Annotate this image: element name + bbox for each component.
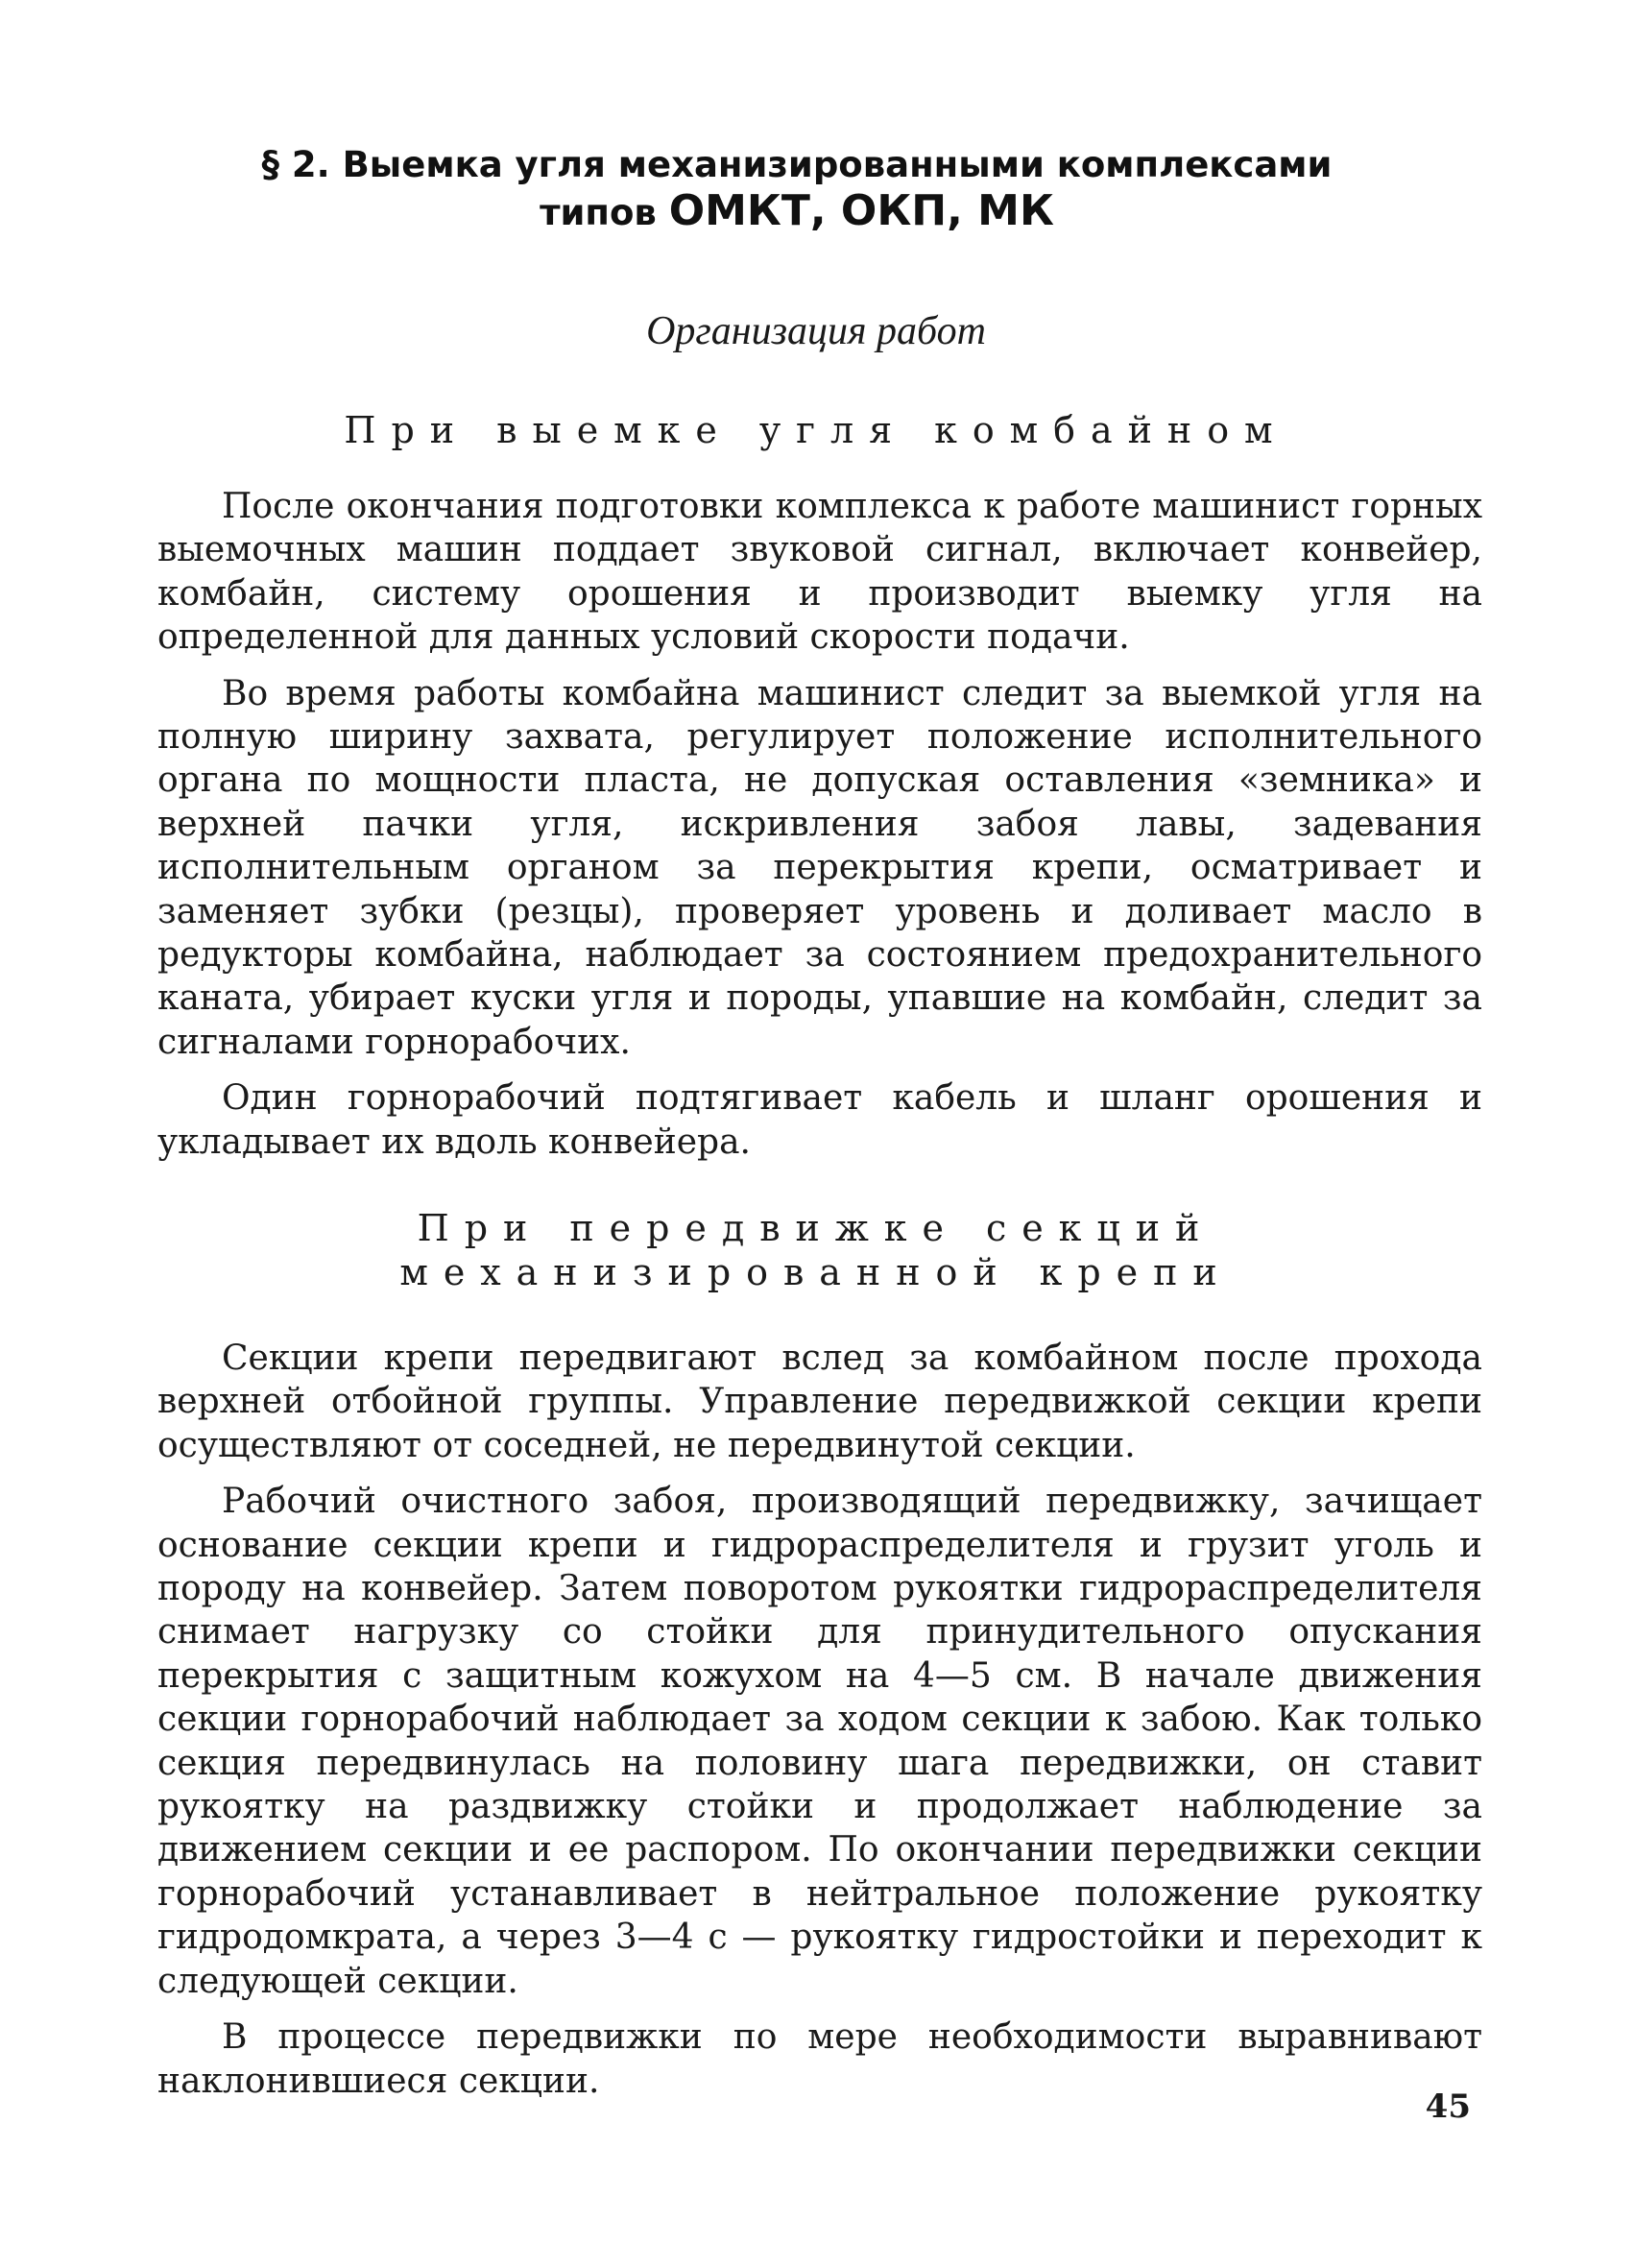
section-title-types: ОМКТ, ОКП, МК (668, 186, 1054, 235)
paragraph: После окончания подготовки комплекса к работе машинист горных выемочных машин поддает звуковой сигнал, включает конвейер, комбайн, систему орошения и производит выемку угля на определенной для данных условий скорости подачи. (157, 487, 1482, 658)
section-title (230, 142, 1363, 236)
heading-section-advance (154, 1206, 1478, 1294)
heading-section-advance-line2: механизированной крепи (399, 1251, 1233, 1293)
section-title-line2 (230, 188, 1363, 236)
heading-coal-extraction: При выемке угля комбайном (344, 409, 1288, 451)
part1-text (157, 485, 1482, 1164)
paragraph: В процессе передвижки по мере необходимости выравнивают наклонившиеся секции. (157, 2017, 1482, 2101)
paragraph: Секции крепи передвигают вслед за комбайном после прохода верхней отбойной группы. Управление передвижкой секции крепи осуществляют от соседней, не передвинутой секции. (157, 1339, 1482, 1465)
part2-text (157, 1337, 1482, 2103)
section-title-prefix: типов (540, 192, 657, 233)
paragraph: Один горнорабочий подтягивает кабель и шланг орошения и укладывает их вдоль конвейера. (157, 1078, 1482, 1162)
heading-section-advance-line1: При передвижке секций (417, 1207, 1215, 1249)
page-number: 45 (1425, 2087, 1471, 2126)
paragraph: Рабочий очистного забоя, производящий передвижку, зачищает основание секции крепи и гидрораспределителя и грузит уголь и породу на конвейер. Затем поворотом рукоятки гидрораспределителя снимает нагрузку со стойки для принудительного опускания перекрытия с защитным кожухом на 4—5 см. В начале движения секции горнорабочий наблюдает за ходом секции к забою. Как только секция передвинулась на половину шага передвижки, он ставит рукоятку на раздвижку стойки и продолжает наблюдение за движением секции и ее распором. По окончании передвижки секции горнорабочий устанавливает в нейтральное положение рукоятку гидродомкрата, а через 3—4 с — рукоятку гидростойки и переходит к следующей секции. (157, 1482, 1482, 2001)
paragraph: Во время работы комбайна машинист следит за выемкой угля на полную ширину захвата, регулирует положение исполнительного органа по мощности пласта, не допуская оставления «земника» и верхней пачки угля, искривления забоя лавы, задевания исполнительным органом за перекрытия крепи, осматривает и заменяет зубки (резцы), проверяет уровень и доливает масло в редукторы комбайна, наблюдает за состоянием предохранительного каната, убирает куски угля и породы, упавшие на комбайн, следит за сигналами горнорабочих. (157, 673, 1482, 1062)
section-title-line1: § 2. Выемка угля механизированными комплексами (261, 144, 1333, 185)
subsection-title: Организация работ (646, 309, 986, 353)
